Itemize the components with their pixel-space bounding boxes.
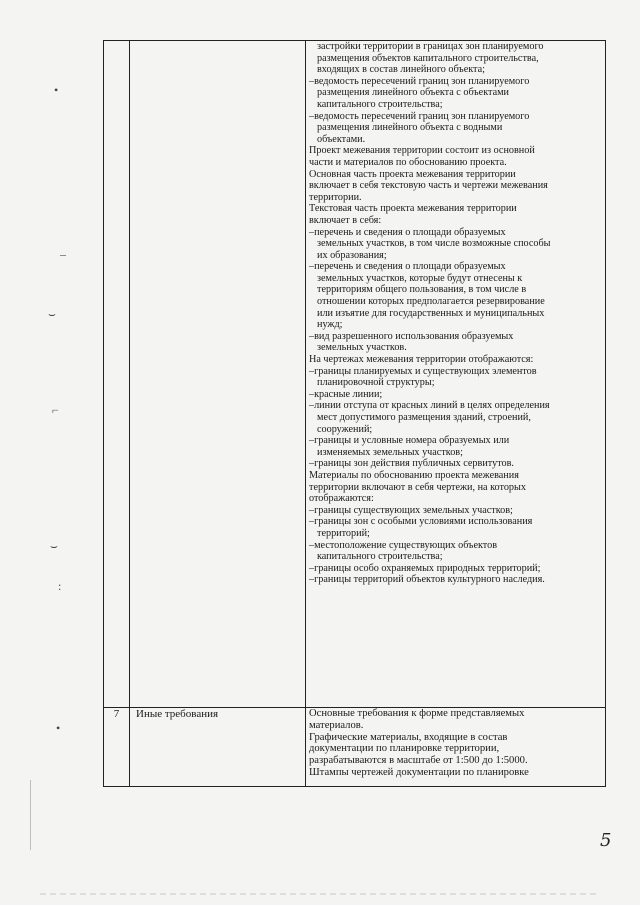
text-line: размещения линейного объекта с водными	[317, 122, 503, 134]
text-line: –границы и условные номера образуемых или	[309, 435, 510, 447]
requirements-table	[103, 40, 606, 787]
text-line: –местоположение существующих объектов	[309, 539, 498, 551]
scan-speck: •	[56, 721, 61, 735]
text-line: отношении которых предполагается резервирование	[317, 296, 545, 308]
text-line: –границы зон с особыми условиями использования	[309, 516, 533, 528]
text-line: материалов.	[309, 719, 364, 731]
text-line: –границы зон действия публичных сервитутов.	[309, 458, 514, 470]
text-line: Материалы по обоснованию проекта межевания	[309, 469, 519, 481]
table-row-7	[104, 708, 606, 787]
table-row-continued	[104, 41, 606, 708]
row-name-cell-empty	[130, 41, 306, 708]
text-line: отображаются:	[309, 493, 374, 505]
scan-speck: –	[60, 247, 66, 261]
text-line: Графические материалы, входящие в состав	[309, 731, 508, 743]
scan-speck: ⌣	[48, 307, 56, 321]
text-line: земельных участков, которые будут отнесены к	[317, 272, 523, 284]
text-line: входящих в состав линейного объекта;	[317, 64, 485, 76]
text-line: включает в себя текстовую часть и чертежи межевания	[309, 180, 548, 192]
text-line: включает в себя:	[309, 214, 382, 226]
text-line: капитального строительства;	[317, 551, 443, 563]
text-line: их образования;	[317, 249, 387, 261]
scan-speck: ⌣	[50, 539, 58, 553]
text-line: нужд;	[317, 319, 343, 331]
text-line: или изъятие для государственных и муниципальных	[317, 307, 545, 319]
scan-speck: ⌐	[52, 403, 59, 417]
text-line: размещения линейного объекта с объектами	[317, 87, 510, 99]
scan-page-edge	[30, 780, 31, 850]
text-line: территориям общего пользования, в том числе в	[317, 284, 527, 296]
text-line: территорий;	[317, 527, 370, 539]
text-line: На чертежах межевания территории отображаются:	[309, 354, 534, 366]
row-7-text-cell	[306, 708, 606, 787]
scan-speck: :	[58, 579, 62, 593]
requirements-text	[309, 41, 602, 586]
text-line: планировочной структуры;	[317, 377, 435, 389]
scan-bottom-noise	[40, 893, 600, 895]
text-line: –линии отступа от красных линий в целях определения	[309, 400, 550, 412]
scan-speck: •	[54, 83, 59, 97]
row-name: Иные требования	[130, 708, 306, 787]
text-line: территории.	[309, 191, 362, 203]
text-line: капитального строительства;	[317, 98, 443, 110]
text-line: –ведомость пересечений границ зон планируемого	[309, 75, 530, 87]
text-line: –границы особо охраняемых природных территорий;	[309, 562, 541, 574]
text-line: объектами.	[317, 133, 366, 145]
text-line: –границы территорий объектов культурного наследия.	[309, 574, 545, 586]
text-line: Основная часть проекта межевания территории	[309, 168, 516, 180]
text-line: размещения объектов капитального строительства,	[317, 52, 539, 64]
text-line: –вид разрешенного использования образуемых	[309, 330, 514, 342]
text-line: –границы существующих земельных участков;	[309, 504, 513, 516]
text-line: земельных участков.	[317, 342, 407, 354]
text-line: –ведомость пересечений границ зон планируемого	[309, 110, 530, 122]
text-line: застройки территории в границах зон планируемого	[317, 41, 544, 52]
text-line: Штампы чертежей документации по планировке	[309, 766, 529, 778]
page-number: 5	[600, 830, 612, 851]
text-line: разрабатываются в масштабе от 1:500 до 1:5000.	[309, 755, 528, 767]
text-line: части и материалов по обоснованию проекта.	[309, 156, 507, 168]
text-line: Основные требования к форме представляемых	[309, 708, 525, 719]
text-line: Текстовая часть проекта межевания территории	[309, 203, 517, 215]
text-line: –перечень и сведения о площади образуемых	[309, 261, 506, 273]
text-line: –границы планируемых и существующих элементов	[309, 365, 537, 377]
text-line: –красные линии;	[309, 388, 383, 400]
row-number: 7	[104, 708, 130, 787]
text-line: мест допустимого размещения зданий, строений,	[317, 412, 531, 423]
text-line: –перечень и сведения о площади образуемых	[309, 226, 506, 238]
row-number-cell-empty	[104, 41, 130, 708]
text-line: изменяемых земельных участков;	[317, 446, 463, 458]
requirements-text-cell	[306, 41, 606, 708]
text-line: земельных участков, в том числе возможные способы	[317, 238, 551, 250]
text-line: документации по планировке территории,	[309, 743, 500, 755]
text-line: Проект межевания территории состоит из основной	[309, 145, 535, 157]
text-line: сооружений;	[317, 423, 373, 435]
row-7-text	[309, 708, 602, 779]
text-line: территории включают в себя чертежи, на которых	[309, 481, 526, 493]
